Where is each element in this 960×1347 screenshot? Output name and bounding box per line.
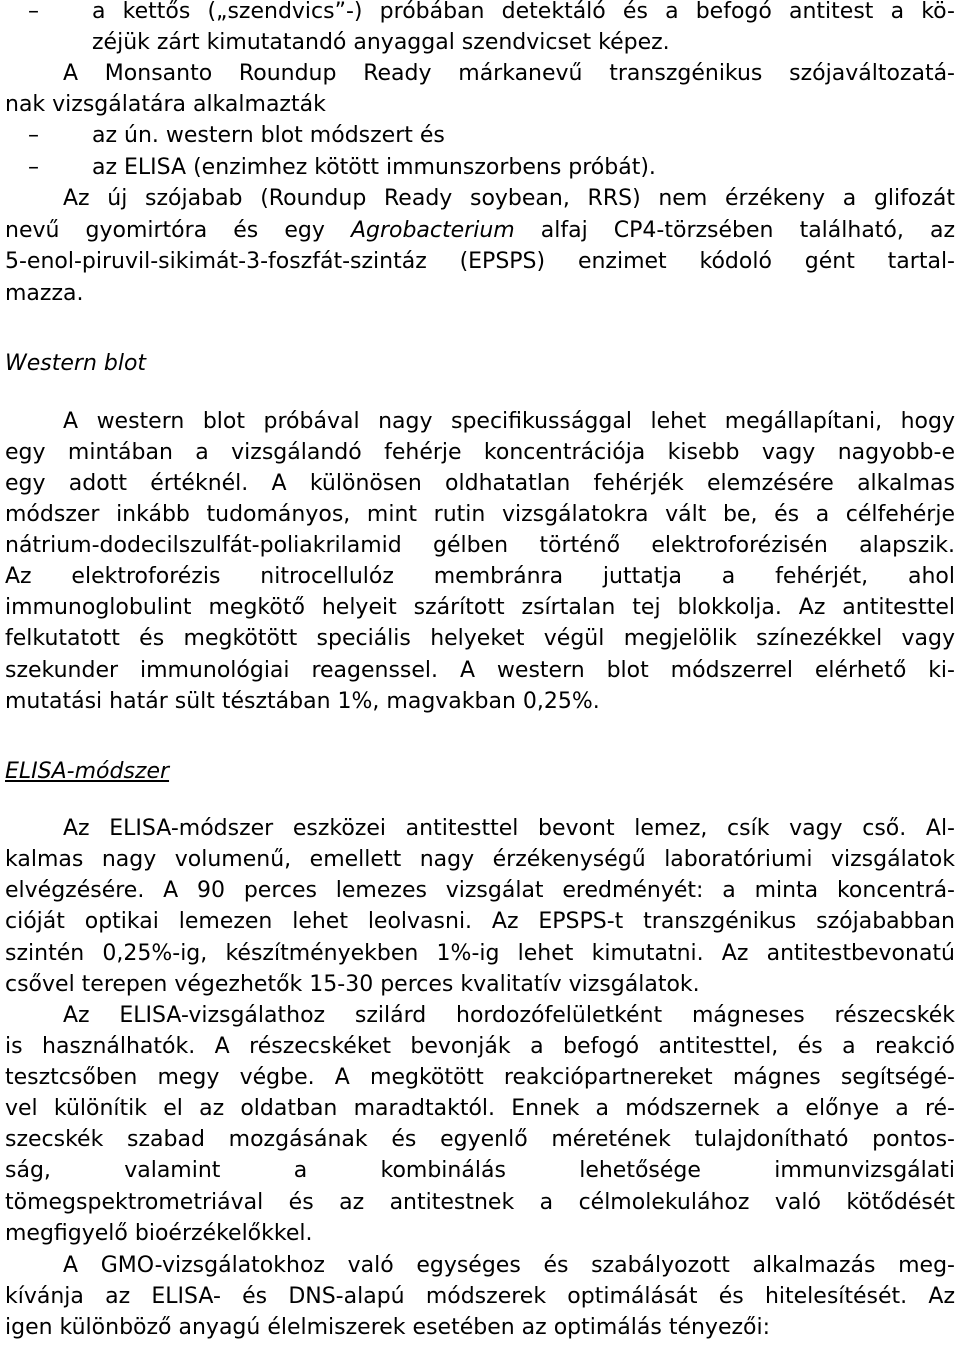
section-heading-elisa: ELISA-módszer	[5, 759, 170, 784]
paragraph-line: vel különítik el az oldatban maradtaktól. Ennek a módszernek a előnye a ré-	[5, 1096, 955, 1121]
paragraph-line: tömegspektrometriával és az antitestnek a célmolekulához való kötődését	[5, 1190, 955, 1215]
list-item-text: a kettős („szendvics”-) próbában detektáló és a befogó antitest a kö-	[92, 0, 955, 24]
paragraph-line: ság, valamint a kombinálás lehetősége immunvizsgálati	[5, 1158, 955, 1183]
paragraph-line: Az új szójabab (Roundup Ready soybean, RRS) nem érzékeny a glifozát	[63, 186, 955, 211]
paragraph-line: 5-enol-piruvil-sikimát-3-foszfát-szintáz (EPSPS) enzimet kódoló gént tartal-	[5, 249, 955, 274]
list-dash: –	[28, 0, 39, 24]
paragraph-line: tesztcsőben megy végbe. A megkötött reakciópartnereket mágnes segítségé-	[5, 1065, 955, 1090]
list-item-text: az ELISA (enzimhez kötött immunszorbens próbát).	[92, 155, 656, 180]
paragraph-line: nátrium-dodecilszulfát-poliakrilamid gélben történő elektroforézisén alapszik.	[5, 533, 955, 558]
paragraph-line: kívánja az ELISA- és DNS-alapú módszerek optimálását és hitelesítését. Az	[5, 1284, 955, 1309]
paragraph-line: felkutatott és megkötött speciális helyeket végül megjelölik színezékkel vagy	[5, 626, 955, 651]
paragraph-line: elvégzésére. A 90 perces lemezes vizsgálat eredményét: a minta koncentrá-	[5, 878, 955, 903]
paragraph-line: A GMO-vizsgálatokhoz való egységes és szabályozott alkalmazás meg-	[63, 1253, 955, 1278]
list-dash: –	[28, 123, 39, 148]
text-run: alfaj CP4-törzsében található, az	[514, 218, 955, 243]
paragraph-line: egy mintában a vizsgálandó fehérje koncentrációja kisebb vagy nagyobb-e	[5, 440, 955, 465]
paragraph-line: egy adott értéknél. A különösen oldhatatlan fehérjék elemzésére alkalmas	[5, 471, 955, 496]
paragraph-line: Az ELISA-vizsgálathoz szilárd hordozófelületként mágneses részecskék	[63, 1003, 955, 1028]
paragraph-line: Az elektroforézis nitrocellulóz membránra juttatja a fehérjét, ahol	[5, 564, 955, 589]
paragraph-line: is használhatók. A részecskéket bevonják a befogó antitesttel, és a reakció	[5, 1034, 955, 1059]
list-item-text: zéjük zárt kimutatandó anyaggal szendvicset képez.	[92, 30, 670, 55]
paragraph-line: szintén 0,25%-ig, készítményekben 1%-ig lehet kimutatni. Az antitestbevonatú	[5, 941, 955, 966]
paragraph-line: kalmas nagy volumenű, emellett nagy érzékenységű laboratóriumi vizsgálatok	[5, 847, 955, 872]
paragraph-line: módszer inkább tudományos, mint rutin vizsgálatokra vált be, és a célfehérje	[5, 502, 955, 527]
paragraph-line: igen különböző anyagú élelmiszerek esetében az optimálás tényezői:	[5, 1315, 771, 1340]
paragraph-line: mazza.	[5, 281, 84, 306]
paragraph-line: szekunder immunológiai reagenssel. A western blot módszerrel elérhető ki-	[5, 658, 955, 683]
italic-term: Agrobacterium	[350, 218, 515, 243]
paragraph-line: A Monsanto Roundup Ready márkanevű transzgénikus szójaváltozatá-	[63, 61, 955, 86]
paragraph-line: immunoglobulint megkötő helyeit szárított zsírtalan tej blokkolja. Az antitesttel	[5, 595, 955, 620]
list-item-text: az ún. western blot módszert és	[92, 123, 445, 148]
paragraph-line: cióját optikai lemezen lehet leolvasni. Az EPSPS-t transzgénikus szójababban	[5, 909, 955, 934]
paragraph-line: megfigyelő bioérzékelőkkel.	[5, 1221, 313, 1246]
list-dash: –	[28, 155, 39, 180]
section-heading-western-blot: Western blot	[5, 351, 147, 376]
paragraph-line: szecskék szabad mozgásának és egyenlő méretének tulajdonítható pontos-	[5, 1127, 955, 1152]
paragraph-line: A western blot próbával nagy specifikussággal lehet megállapítani, hogy	[63, 409, 955, 434]
paragraph-line: Az ELISA-módszer eszközei antitesttel bevont lemez, csík vagy cső. Al-	[63, 816, 955, 841]
paragraph-line: csővel terepen végezhetők 15-30 perces kvalitatív vizsgálatok.	[5, 972, 700, 997]
paragraph-line: nak vizsgálatára alkalmazták	[5, 92, 326, 117]
text-run: nevű gyomirtóra és egy	[5, 218, 351, 243]
paragraph-line	[5, 215, 955, 246]
paragraph-line: mutatási határ sült tésztában 1%, magvakban 0,25%.	[5, 689, 600, 714]
